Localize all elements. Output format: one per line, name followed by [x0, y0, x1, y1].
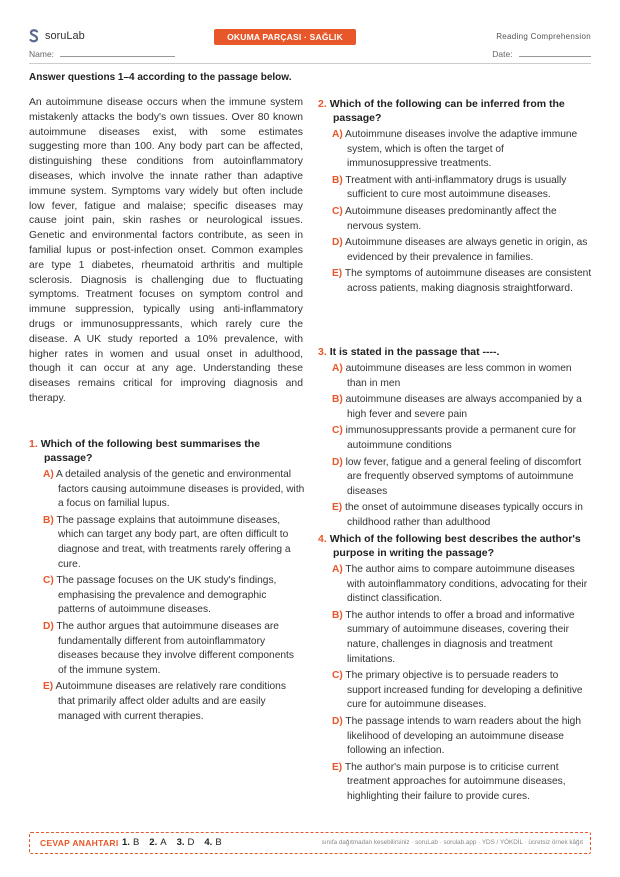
- option-c[interactable]: [29, 574, 305, 618]
- option-c[interactable]: [318, 669, 594, 713]
- option-d[interactable]: [318, 715, 594, 759]
- option-text: autoimmune diseases are less common in women than in men: [345, 363, 572, 389]
- option-text: Treatment with anti-inflammatory drugs is usually sufficient to cure most autoimmune diseases.: [345, 174, 567, 201]
- logo-icon: [29, 29, 39, 43]
- option-e[interactable]: [318, 501, 594, 530]
- option-text: The author's main purpose is to criticise current treatment approaches for autoimmune diseases, highlighting their failure to provide cures.: [344, 761, 566, 802]
- option-letter: B): [43, 514, 54, 526]
- option-d[interactable]: [318, 236, 594, 265]
- option-d[interactable]: [29, 620, 305, 678]
- answer-letter: A: [160, 837, 167, 848]
- footer-note: sınıfa dağıtmadan kesebilirsiniz · soruLab · sorulab.app · YDS / YÖKDİL · ücretsiz örnek kâğıt: [321, 839, 583, 846]
- option-letter: C): [332, 205, 343, 217]
- option-e[interactable]: [29, 680, 305, 724]
- option-text: The passage explains that autoimmune diseases, which can target any body part, are often difficult to diagnose and treat, with treatments rarely offering a cure.: [56, 514, 291, 570]
- option-letter: A): [332, 129, 343, 140]
- question-1: [29, 437, 305, 726]
- option-letter: E): [332, 502, 343, 514]
- question-stem: [318, 97, 594, 125]
- option-text: The primary objective is to persuade readers to support increased funding for developing a definitive cure for autoimmune diseases.: [345, 670, 583, 711]
- option-letter: A): [332, 564, 343, 575]
- question-number: 4.: [318, 533, 327, 545]
- answer-num: 3.: [176, 837, 185, 848]
- option-e[interactable]: [318, 267, 594, 296]
- instruction: Answer questions 1–4 according to the passage below.: [29, 72, 292, 83]
- question-text: Which of the following best describes the author's purpose in writing the passage?: [329, 533, 581, 559]
- name-field: [29, 48, 175, 59]
- option-text: the onset of autoimmune diseases typically occurs in childhood rather than adulthood: [345, 502, 583, 528]
- answer-key-item: [177, 837, 195, 848]
- option-a[interactable]: [318, 563, 594, 607]
- option-text: The author intends to offer a broad and informative summary of autoimmune diseases, covering their nature, challenges in diagnosis and treatment limitations.: [345, 609, 575, 665]
- question-stem: [318, 345, 594, 359]
- question-stem: [318, 532, 594, 560]
- option-c[interactable]: [318, 205, 594, 234]
- option-a[interactable]: [29, 468, 305, 512]
- reading-passage: An autoimmune disease occurs when the immune system mistakenly attacks the body's own tissues. Over 80 known autoimmune diseases exist, with some estimates suggesting more than 100. Any body part can be affected, distinguishing these conditions from autoinflammatory diseases, which involve the innate rather than adaptive immune system. Symptoms vary widely but often include low fever, fatigue and malaise; specific diseases may cause joint pain, skin rashes or neurological issues. Genetic and environmental factors contribute, as seen in familial lupus or post-infection onset. Common examples are type 1 diabetes, rheumatoid arthritis and multiple sclerosis. Diagnosis is challenging due to fluctuating symptoms. Treatment focuses on symptom control and immune suppression, typically using anti-inflammatory drugs or immunosuppressants, which rarely cure the disease. A UK study reported a 10% prevalence, with higher rates in women and usual onset in adulthood, though it can occur at any age. Understanding these diseases remains critical for improving diagnosis and therapy.: [29, 97, 303, 404]
- option-text: The symptoms of autoimmune diseases are consistent across patients, making diagnosis straightforward.: [344, 268, 592, 294]
- question-number: 2.: [318, 98, 327, 110]
- name-line: [60, 48, 175, 57]
- option-text: A detailed analysis of the genetic and environmental factors causing autoimmune diseases is provided, with a focus on familial lupus.: [56, 469, 305, 510]
- answer-key-item: [122, 837, 139, 848]
- topic-badge: OKUMA PARÇASI · SAĞLIK: [214, 29, 356, 45]
- question-text: It is stated in the passage that ----.: [329, 346, 500, 358]
- option-letter: C): [332, 670, 343, 682]
- date-field: [492, 48, 591, 59]
- option-text: Autoimmune diseases predominantly affect the nervous system.: [345, 205, 557, 232]
- option-letter: A): [43, 469, 54, 480]
- option-text: immunosuppressants provide a permanent cure for autoimmune conditions: [345, 425, 577, 451]
- option-letter: B): [332, 609, 343, 621]
- option-c[interactable]: [318, 424, 594, 453]
- doc-type-label: Reading Comprehension: [496, 32, 591, 41]
- option-letter: D): [332, 715, 343, 727]
- brand-name: soruLab: [45, 30, 85, 42]
- question-stem: [29, 437, 305, 465]
- question-text: Which of the following can be inferred from the passage?: [329, 98, 565, 124]
- option-a[interactable]: [318, 362, 594, 391]
- header-divider: [29, 63, 591, 64]
- option-text: The passage intends to warn readers about the high likelihood of developing an autoimmune disease following an infection.: [345, 715, 582, 757]
- answer-num: 2.: [149, 837, 158, 848]
- option-letter: C): [332, 425, 343, 437]
- question-number: 1.: [29, 438, 38, 450]
- option-letter: E): [43, 681, 54, 693]
- option-b[interactable]: [29, 514, 305, 572]
- option-text: autoimmune diseases are always accompanied by a high fever and severe pain: [345, 394, 582, 420]
- answer-key-item: [149, 837, 166, 848]
- option-a[interactable]: [318, 128, 594, 172]
- name-label: Name:: [29, 49, 55, 59]
- answer-letter: D: [187, 837, 195, 848]
- option-letter: E): [332, 268, 343, 280]
- option-letter: B): [332, 174, 343, 186]
- option-text: Autoimmune diseases are always genetic in origin, as evidenced by their prevalence in families.: [345, 237, 588, 263]
- answer-letter: B: [132, 837, 140, 848]
- option-d[interactable]: [318, 456, 594, 500]
- option-text: The author argues that autoimmune diseases are fundamentally different from autoinflammatory diseases because they involve different components of the immune system.: [56, 620, 294, 676]
- answer-letter: B: [215, 837, 222, 848]
- option-letter: A): [332, 363, 343, 374]
- question-text: Which of the following best summarises the passage?: [40, 438, 261, 464]
- date-label: Date:: [492, 49, 513, 59]
- option-text: The passage focuses on the UK study's findings, emphasising the prevalence and demographic patterns of autoimmune diseases.: [56, 575, 277, 616]
- option-b[interactable]: [318, 609, 594, 667]
- option-e[interactable]: [318, 761, 594, 805]
- option-letter: D): [332, 456, 343, 468]
- question-number: 3.: [318, 346, 327, 358]
- option-letter: B): [332, 394, 343, 406]
- option-letter: D): [332, 237, 343, 249]
- answer-key-label: CEVAP ANAHTARI: [40, 838, 119, 848]
- answer-key-item: [204, 837, 221, 848]
- option-letter: E): [332, 761, 343, 773]
- answer-num: 4.: [204, 837, 213, 848]
- option-text: Autoimmune diseases involve the adaptive immune system, which is often the target of immunosuppressive treatments.: [345, 129, 578, 170]
- question-4: [318, 532, 594, 807]
- answer-num: 1.: [122, 837, 130, 848]
- answer-key-items: [122, 837, 222, 848]
- option-letter: D): [43, 620, 54, 632]
- option-b[interactable]: [318, 393, 594, 422]
- option-text: The author aims to compare autoimmune diseases with autoinflammatory conditions, advocating for their distinct classification.: [345, 564, 588, 605]
- brand-logo: [29, 29, 85, 43]
- question-2: [318, 97, 594, 299]
- question-3: [318, 345, 594, 533]
- option-text: low fever, fatigue and a general feeling of discomfort are frequently observed symptoms of autoimmune diseases: [345, 456, 582, 497]
- option-letter: C): [43, 575, 54, 587]
- option-b[interactable]: [318, 174, 594, 203]
- option-text: Autoimmune diseases are relatively rare conditions that primarily affect older adults and are easily managed with current therapies.: [55, 681, 286, 722]
- date-line: [519, 48, 591, 57]
